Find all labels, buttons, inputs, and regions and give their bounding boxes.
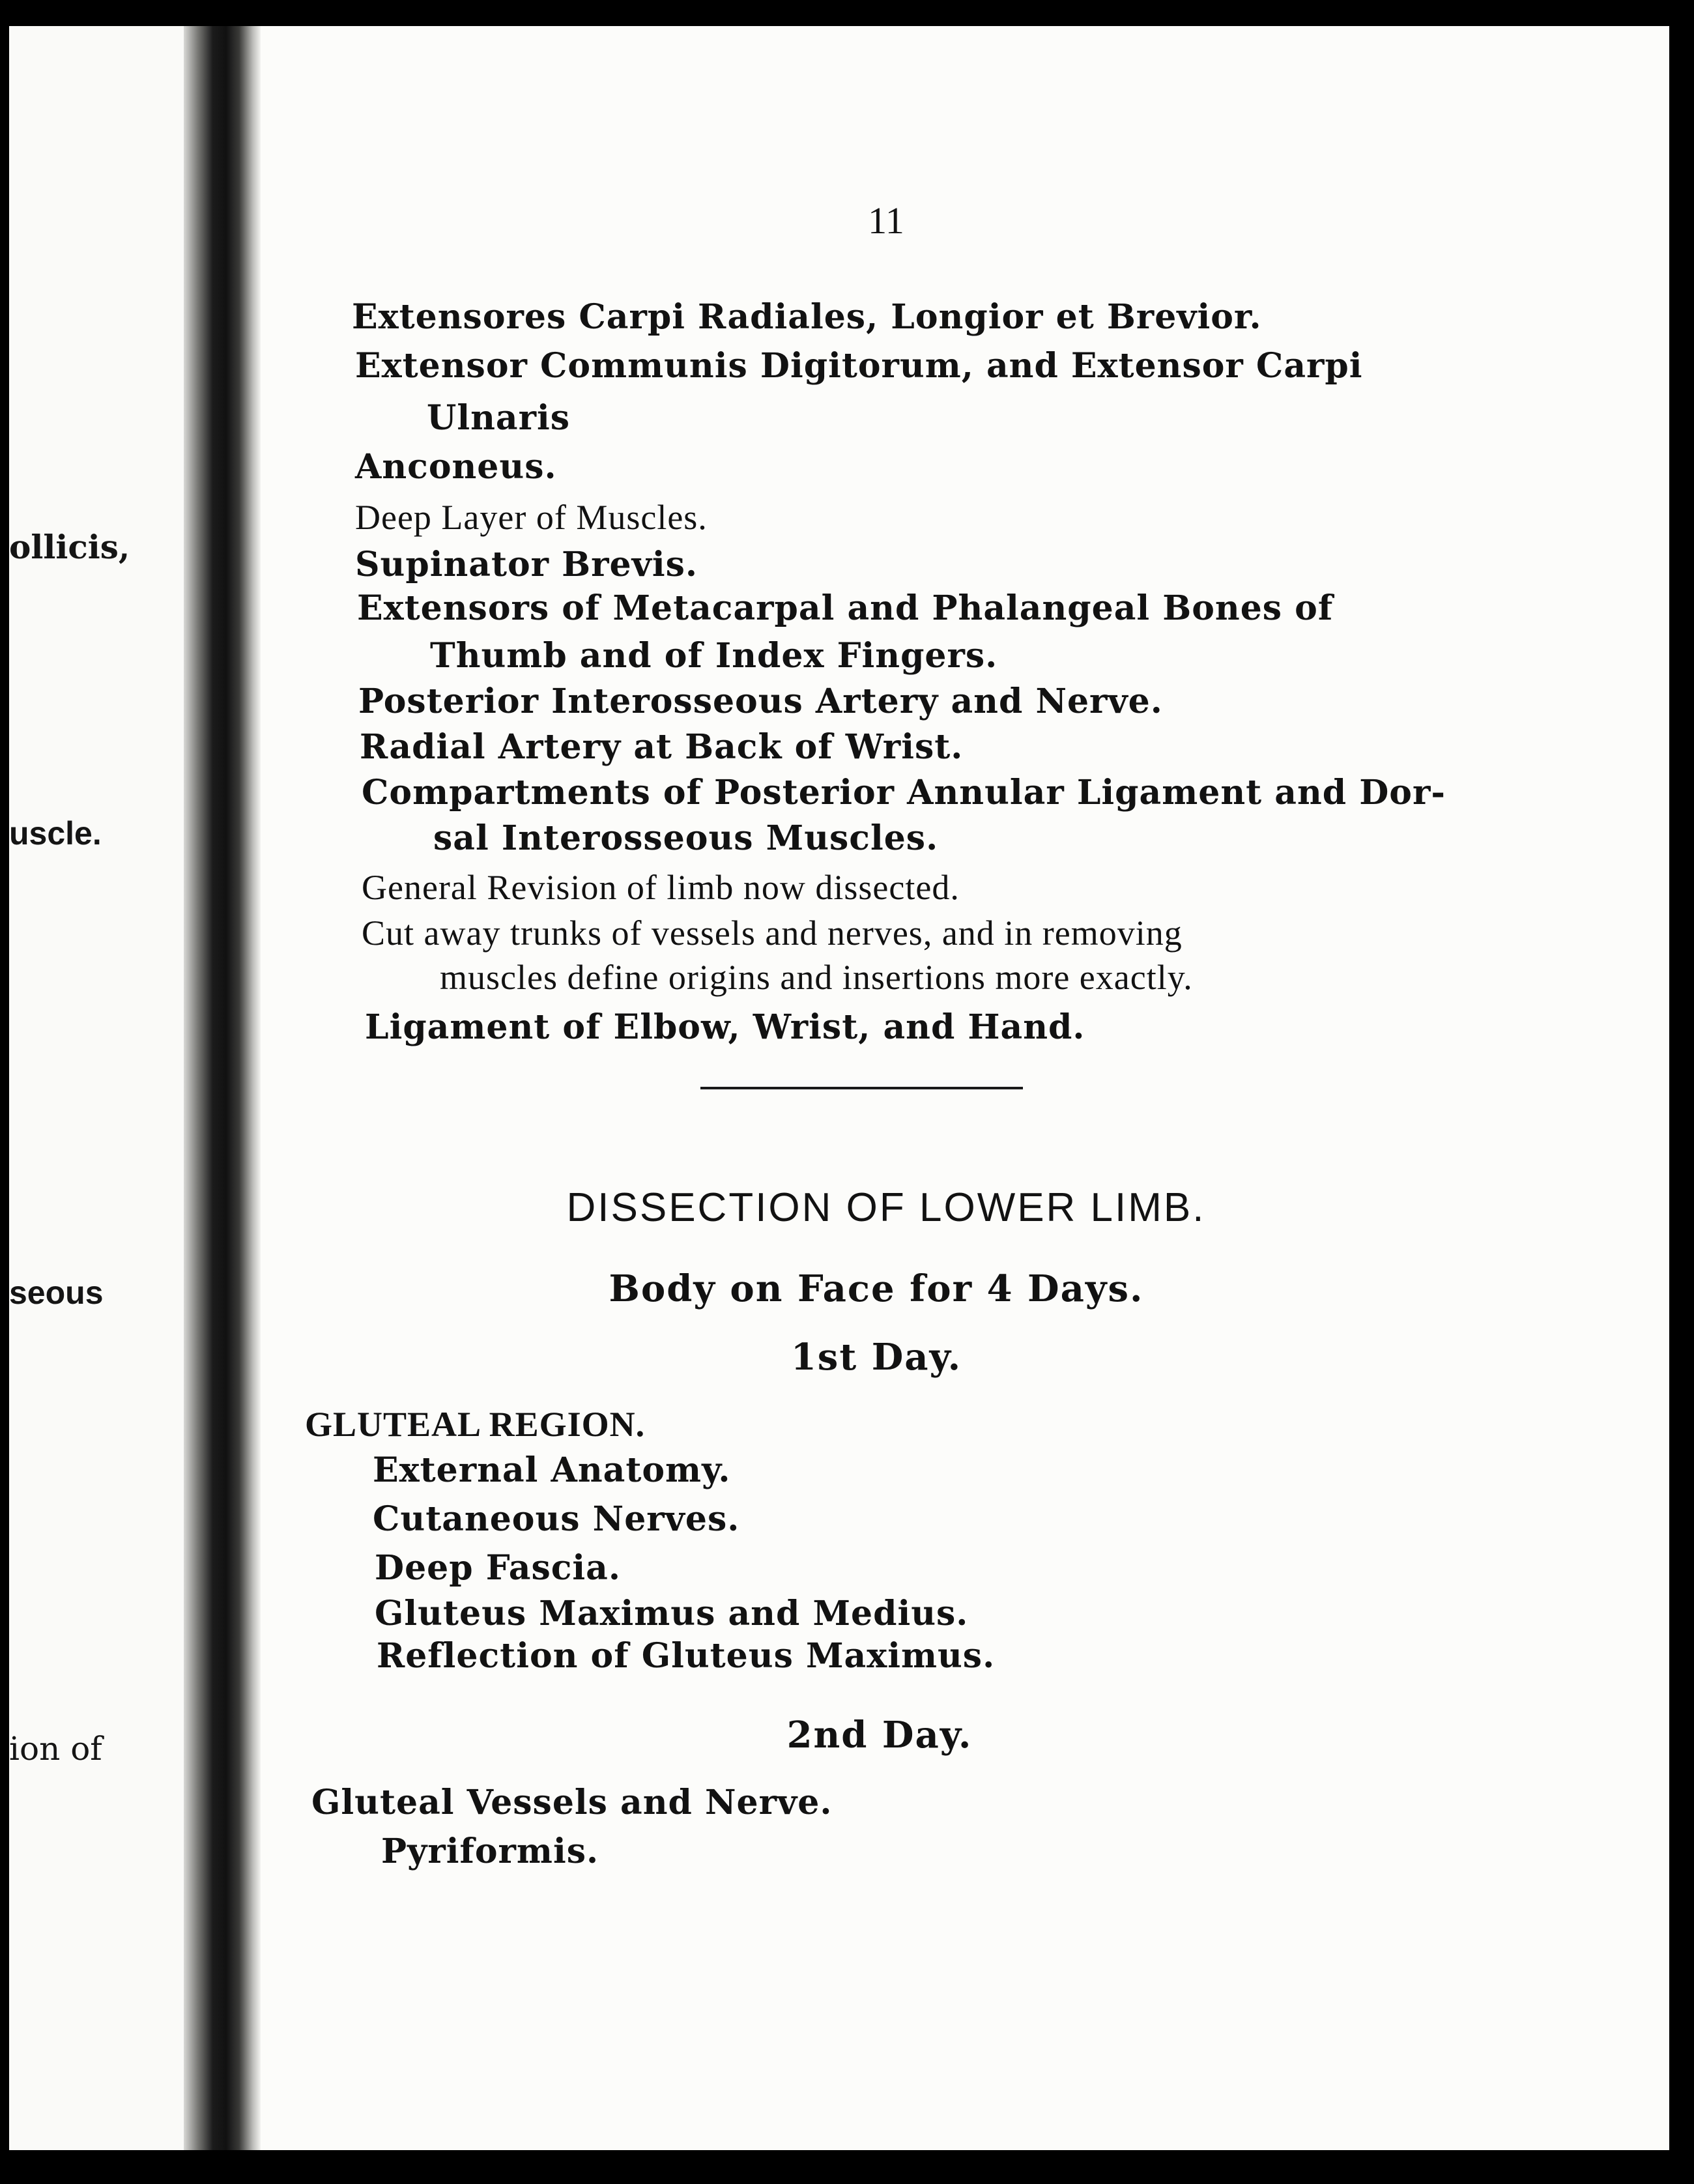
list-item: Anconeus. (355, 447, 557, 487)
list-item: Gluteus Maximus and Medius. (375, 1594, 969, 1633)
list-item: General Revision of limb now dissected. (362, 868, 960, 907)
list-item: Ligament of Elbow, Wrist, and Hand. (365, 1007, 1085, 1047)
list-item: Extensor Communis Digitorum, and Extensor Carpi (355, 346, 1363, 386)
list-item: Gluteal Vessels and Nerve. (311, 1783, 833, 1822)
day-heading: 1st Day. (790, 1336, 962, 1379)
facing-page-fragment: uscle. (9, 815, 102, 852)
list-item: Deep Fascia. (375, 1548, 621, 1588)
list-item: Cutaneous Nerves. (373, 1499, 740, 1539)
book-spine-gutter (184, 26, 261, 2150)
section-title: DISSECTION OF LOWER LIMB. (566, 1185, 1206, 1230)
list-item: Extensores Carpi Radiales, Longior et Brevior. (352, 297, 1262, 337)
day-heading: 2nd Day. (786, 1714, 973, 1757)
list-item: Deep Layer of Muscles. (355, 498, 708, 537)
scan-border-left (0, 0, 9, 2184)
list-item: External Anatomy. (373, 1450, 731, 1490)
list-item: Pyriformis. (381, 1832, 599, 1871)
list-item-continuation: muscles define origins and insertions more exactly. (440, 958, 1193, 997)
list-item: Posterior Interosseous Artery and Nerve. (358, 682, 1163, 721)
list-item-continuation: Thumb and of Index Fingers. (430, 636, 998, 676)
list-item: Radial Artery at Back of Wrist. (360, 727, 964, 767)
list-item: Extensors of Metacarpal and Phalangeal Bones of (357, 588, 1334, 628)
list-item: Supinator Brevis. (355, 545, 698, 584)
book-page (261, 26, 1669, 2150)
scan-border-top (0, 0, 1694, 26)
facing-page-fragment: ion of (9, 1730, 102, 1768)
facing-page-fragment: seous (9, 1274, 104, 1311)
page-number: 11 (868, 199, 904, 242)
region-heading: GLUTEAL REGION. (305, 1405, 646, 1444)
facing-page-fragment: ollicis, (9, 528, 130, 566)
list-item-continuation: Ulnaris (427, 398, 571, 438)
list-item: Compartments of Posterior Annular Ligament and Dor- (362, 773, 1446, 812)
scan-border-bottom (0, 2150, 1694, 2184)
list-item: Reflection of Gluteus Maximus. (377, 1636, 996, 1676)
list-item-continuation: sal Interosseous Muscles. (433, 818, 939, 858)
position-note: Body on Face for 4 Days. (609, 1267, 1144, 1310)
scan-border-right (1669, 0, 1694, 2184)
facing-page (9, 26, 184, 2150)
section-divider (700, 1087, 1023, 1089)
list-item: Cut away trunks of vessels and nerves, and in removing (362, 913, 1183, 953)
